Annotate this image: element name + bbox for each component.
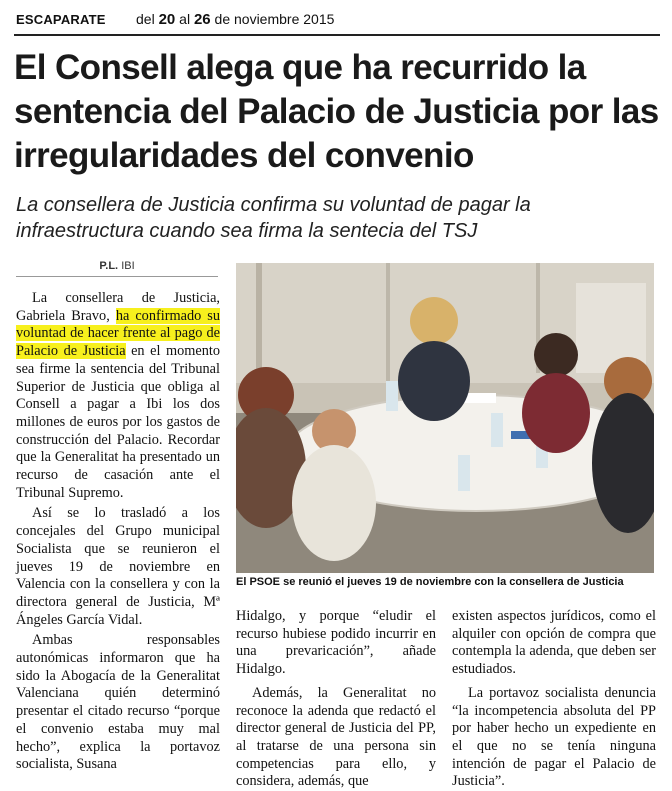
section-name: ESCAPARATE [16,12,106,27]
text-column-3 [452,608,656,791]
paragraph-4-continued: existen aspectos jurídicos, como el alquiler con opción de compra que contempla la adenda, que deben ser estudiados. [452,608,656,678]
photo-caption: El PSOE se reunió el jueves 19 de noviembre con la consellera de Justicia [236,576,624,588]
article-subheadline: La consellera de Justicia confirma su voluntad de pagar la infraestructura cuando sea firma la sentecia del TSJ [16,194,531,242]
paragraph-3-continued: Hidalgo, y porque “eludir el recurso hubiese podido incurrir en una prevaricación”, añade Hidalgo. [236,608,436,678]
text-column-1 [16,290,220,774]
text-column-2 [236,608,436,791]
date-prefix: del [136,11,155,27]
paragraph-1 [16,290,220,502]
paragraph-2: Así se lo trasladó a los concejales del Grupo municipal Socialista que se reunieron el jueves 19 de noviembre en Valencia con la consellera y con la directora general de Justicia, Mª Ángeles García Vidal. [16,505,220,628]
date-suffix: de noviembre 2015 [214,11,335,27]
byline-location: IBI [121,260,135,272]
date-from: 20 [158,11,176,28]
byline [16,260,218,277]
paragraph-5: La portavoz socialista denuncia “la incompetencia absoluta del PP por haber hecho un expediente en el que no se tenía ninguna intención de pagar el Palacio de Justicia”. [452,684,656,790]
byline-author: P.L. [99,260,119,272]
paragraph-3: Ambas responsables autonómicas informaron que ha sido la Abogacía de la Generalitat Valenciana quién determinó presentar el citado recurso “porque el convenio estaba muy mal hecho”, explica la portavoz socialista, Susana [16,632,220,773]
paragraph-1-intro: La consellera de Justicia, Gabriela Bravo, [16,290,220,324]
date-mid: al [179,11,191,27]
issue-date [136,11,334,28]
paragraph-1-rest: en el momento sea firme la sentencia del Tribunal Superior de Justicia que obliga al Consell a pagar a Ibi los dos millones de euros por los gastos de construcción del Palacio. Recordar que la Generalitat ha presentado un recurso de casación ante el Tribunal Supremo. [16,343,220,501]
paragraph-4: Además, la Generalitat no reconoce la adenda que redactó el director general de Justicia del PP, al tratarse de una persona sin competencias para ello, y considera, además, que [236,684,436,790]
date-to: 26 [193,11,211,28]
article-headline: El Consell alega que ha recurrido la sentencia del Palacio de Justicia por las irregularidades del convenio [14,48,659,175]
highlighted-quote: ha confirmado su voluntad de hacer frente al pago de Palacio de Justicia [16,307,220,360]
article-photo [236,263,654,573]
page-header [14,10,660,36]
